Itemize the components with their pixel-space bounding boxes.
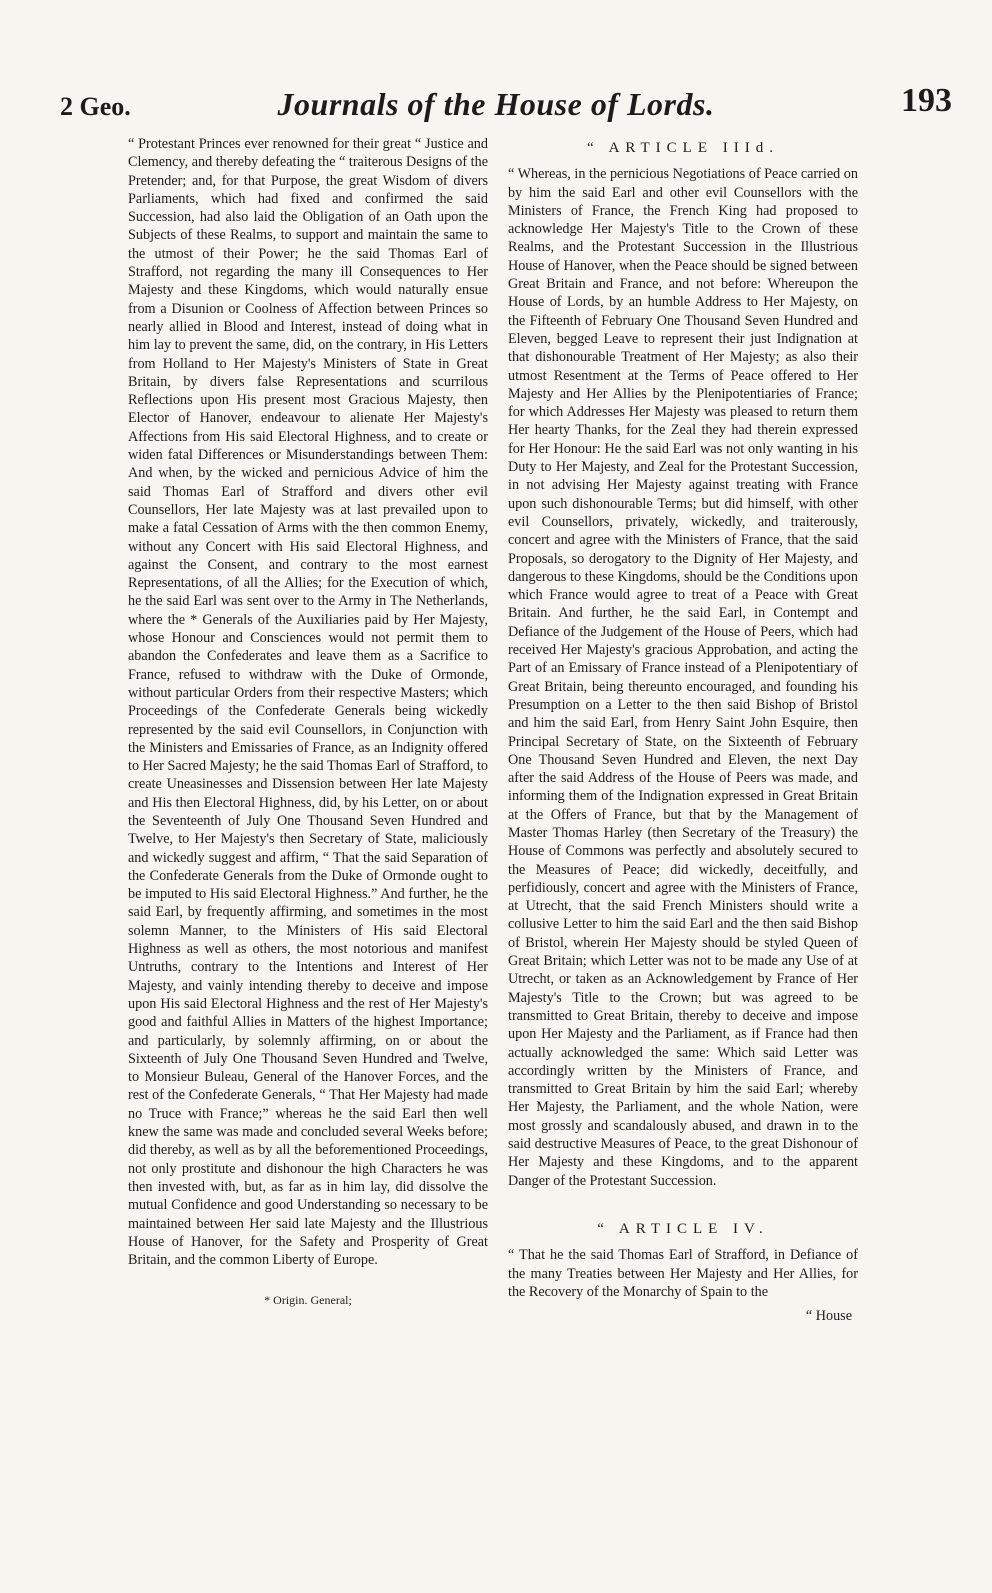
- article-3-heading: “ ARTICLE IIId.: [587, 140, 779, 156]
- page-number: 193: [901, 82, 952, 119]
- article-4-text: “ That he the said Thomas Earl of Strafford, in Defiance of the many Treaties between Her Majesty and Her Allies, for the Recovery of the Monarchy of Spain to the: [508, 1247, 858, 1300]
- right-column: [508, 135, 858, 1325]
- article-4-heading: “ ARTICLE IV.: [597, 1220, 769, 1237]
- page-title: Journals of the House of Lords.: [277, 86, 715, 122]
- left-column-text: “ Protestant Princes ever renowned for their great “ Justice and Clemency, and thereby defeating the “ traiterous Designs of the Pretender; and, for that Purpose, the great Wisdom of divers Parliaments, which had fixed and confirmed the said Succession, had also laid the Obligation of an Oath upon the Subjects of these Realms, to support and maintain the same to the utmost of their Power; he the said Thomas Earl of Strafford, not regarding the many ill Consequences to Her Majesty and these Kingdoms, which would naturally ensue from a Disunion or Coolness of Affection between Princes so nearly allied in Blood and Interest, instead of doing what in him lay to prevent the same, did, on the contrary, in His Letters from Holland to Her Majesty's Ministers of State in Great Britain, by divers false Representations and scurrilous Reflections upon His present most Gracious Majesty, then Elector of Hanover, endeavour to alienate Her Majesty's Affections from His said Electoral Highness, and to create or widen fatal Differences or Misunderstandings between Them: And when, by the wicked and pernicious Advice of him the said Thomas Earl of Strafford and divers other evil Counsellors, Her late Majesty was at last prevailed upon to make a fatal Cessation of Arms with the then common Enemy, without any Concert with His said Electoral Highness, and against the Consent, and contrary to the most earnest Representations, of all the Allies; for the Execution of which, he the said Earl was sent over to the Army in The Netherlands, where the * Generals of the Auxiliaries paid by Her Majesty, whose Honour and Consciences would not permit them to abandon the Confederates and leave them as a Sacrifice to France, refused to withdraw with the Duke of Ormonde, without particular Orders from their respective Masters; which Proceedings of the Confederate Generals being wickedly represented by the said evil Counsellors, in Conjunction with the Ministers and Emissaries of France, as an Indignity offered to Her Sacred Majesty; he the said Thomas Earl of Strafford, to create Uneasinesses and Dissension between Her late Majesty and His then Electoral Highness, did, by his Letter, on or about the Seventeenth of July One Thousand Seven Hundred and Twelve, to Her Majesty's then Secretary of State, maliciously and wickedly suggest and affirm, “ That the said Separation of the Confederate Generals from the Duke of Ormonde ought to be imputed to His said Electoral Highness.” And further, he the said Earl, by frequently affirming, and sometimes in the most solemn Manner, to the Ministers of His said Electoral Highness as well as others, the most notorious and manifest Untruths, contrary to the Intentions and Interest of Her Majesty, and vainly intending thereby to deceive and impose upon His said Electoral Highness and the rest of Her Majesty's good and faithful Allies in Matters of the highest Importance; and particularly, by solemnly affirming, on or about the Sixteenth of July One Thousand Seven Hundred and Twelve, to Monsieur Buleau, General of the Hanover Forces, and the rest of the Confederate Generals, “ That Her Majesty had made no Truce with France;” whereas he the said Earl then well knew the same was made and concluded several Weeks before; did thereby, as well as by all the beforementioned Proceedings, not only prostitute and dishonour the high Characters he was then invested with, but, as far as in him lay, did dissolve the mutual Confidence and good Understanding so necessary to be maintained between Her said late Majesty and the Illustrious House of Hanover, for the Safety and Prosperity of Great Britain, and the common Liberty of Europe.: [128, 136, 488, 1269]
- left-column: [128, 135, 488, 1310]
- regnal-year: 2 Geo.: [60, 92, 131, 121]
- article-3-text: “ Whereas, in the pernicious Negotiations of Peace carried on by him the said Earl and other evil Counsellors with the Ministers of France, the French King had proposed to acknowledge Her Majesty's Title to the Crown of these Realms, and the Protestant Succession in the Illustrious House of Hanover, when the Peace should be signed between Great Britain and France, and not before: Whereupon the House of Lords, by an humble Address to Her Majesty, on the Fifteenth of February One Thousand Seven Hundred and Eleven, begged Leave to represent their just Indignation at that dishonourable Treatment of Her Majesty; as also their utmost Resentment at the Terms of Peace offered to Her Majesty and Her Allies by the Plenipotentiaries of France; for which Addresses Her Majesty was pleased to return them Her hearty Thanks, for the Zeal they had therein expressed for Her Honour: He the said Earl was not only wanting in his Duty to Her Majesty, and Zeal for the Protestant Succession, in not advising Her Majesty against treating with France upon such dishonourable Terms; but did himself, with other evil Counsellors, privately, wickedly, and traiterously, concert and agree with the Ministers of France, that the said Proposals, so derogatory to the Dignity of Her Majesty, and dangerous to these Kingdoms, should be the Conditions upon which France would agree to treat of a Peace with Great Britain. And further, he the said Earl, in Contempt and Defiance of the Judgement of the House of Peers, which had received Her Majesty's gracious Approbation, and acting the Part of an Emissary of France instead of a Plenipotentiary of Great Britain, being thereunto encouraged, and founding his Presumption on a Letter to the then said Bishop of Bristol and him the said Earl, from Henry Saint John Esquire, then Principal Secretary of State, on the Sixteenth of February One Thousand Seven Hundred and Eleven, the next Day after the said Address of the House of Peers was made, and informing them of the Indignation expressed in Great Britain at the Offers of France, but that by the Management of Master Thomas Harley (then Secretary of the Treasury) the House of Commons was perfectly and absolutely secured to the Measures of Peace; did wickedly, deceitfully, and perfidiously, concert and agree with the Ministers of France, at Utrecht, that the said French Ministers should write a collusive Letter to him the said Earl and the then said Bishop of Bristol, wherein Her Majesty should be styled Queen of Great Britain; which Letter was not to be made any Use of at Utrecht, or taken as an Acknowledgement by France of Her Majesty's Title to the Crown; but was agreed to be transmitted to Great Britain, thereby to deceive and impose upon Her Majesty and the Parliament, as if France had then actually acknowledged the same: Which said Letter was accordingly written by the Ministers of France, and transmitted to Great Britain by him the said Earl; whereby Her Majesty, the Parliament, and the whole Nation, were most grossly and scandalously abused, and drawn in to the said destructive Measures of Peace, to the great Dishonour of Her Majesty and these Kingdoms, and to the apparent Danger of the Protestant Succession.: [508, 166, 858, 1189]
- running-header: [0, 82, 992, 128]
- footnote: * Origin. General;: [264, 1293, 352, 1308]
- catchword: “ House: [805, 1308, 852, 1325]
